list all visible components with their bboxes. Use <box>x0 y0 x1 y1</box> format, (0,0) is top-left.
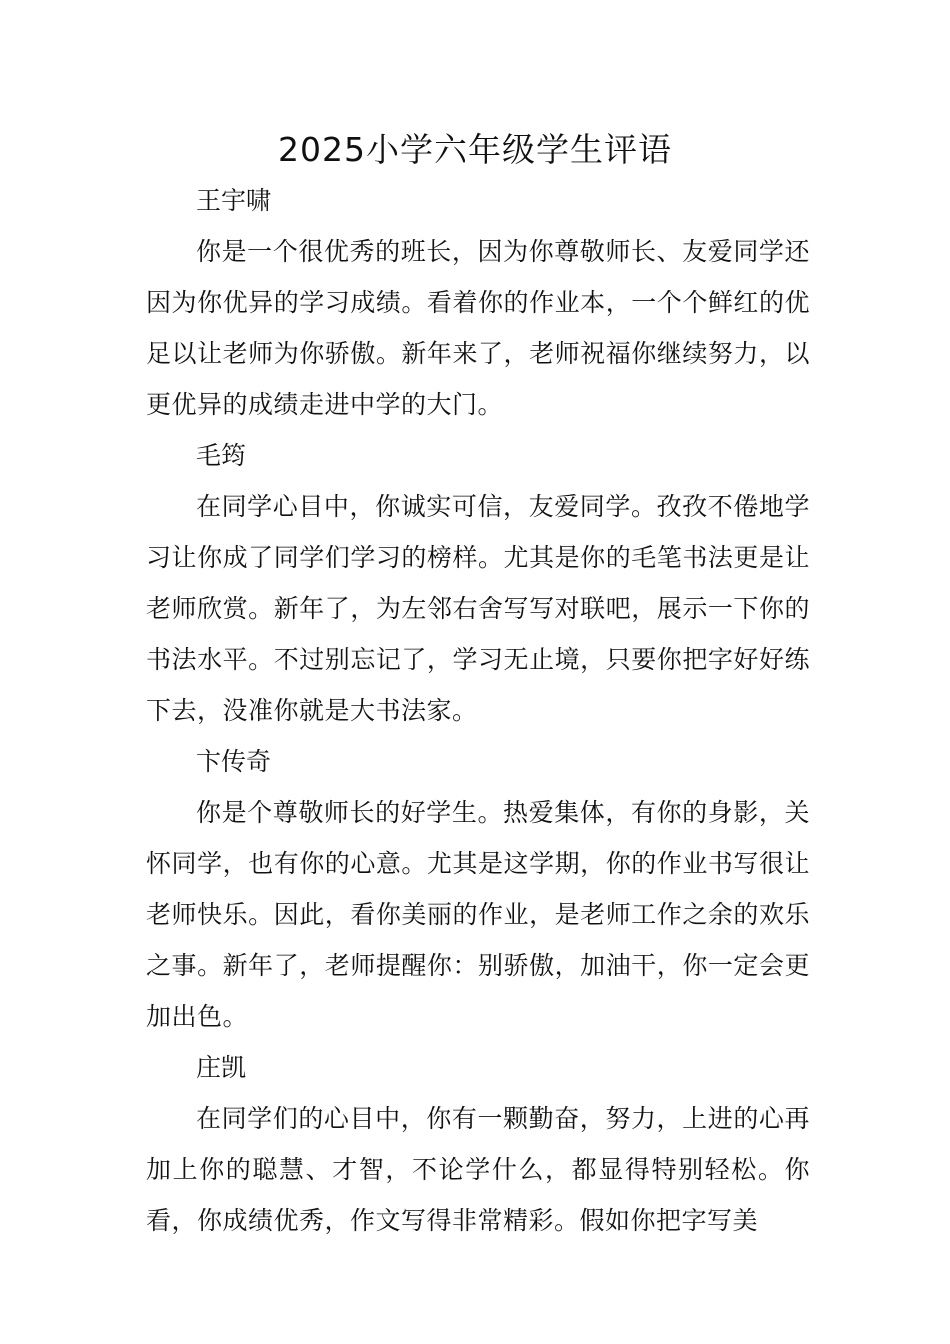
student-name: 庄凯 <box>196 1053 247 1082</box>
student-comment: 你是个尊敬师长的好学生。热爱集体，有你的身影，关怀同学，也有你的心意。尤其是这学期，你的作业书写很让老师快乐。因此，看你美丽的作业，是老师工作之余的欢乐之事。新年了，老师提醒你：别骄傲，加油干，你一定会更加出色。 <box>146 798 810 1031</box>
student-name: 卞传奇 <box>196 747 272 776</box>
document-body <box>146 175 810 1246</box>
student-comment: 在同学心目中，你诚实可信，友爱同学。孜孜不倦地学习让你成了同学们学习的榜样。尤其是你的毛笔书法更是让老师欣赏。新年了，为左邻右舍写写对联吧，展示一下你的书法水平。不过别忘记了，学习无止境，只要你把字好好练下去，没准你就是大书法家。 <box>146 492 810 725</box>
student-name: 王宇啸 <box>196 186 272 215</box>
student-comment: 你是一个很优秀的班长，因为你尊敬师长、友爱同学还因为你优异的学习成绩。看着你的作业本，一个个鲜红的优足以让老师为你骄傲。新年来了，老师祝福你继续努力，以更优异的成绩走进中学的大门。 <box>146 237 810 419</box>
document-title: 2025小学六年级学生评语 <box>278 130 672 169</box>
student-name: 毛筠 <box>196 441 247 470</box>
student-comment: 在同学们的心目中，你有一颗勤奋，努力，上进的心再加上你的聪慧、才智，不论学什么，都显得特别轻松。你看，你成绩优秀，作文写得非常精彩。假如你把字写美 <box>146 1104 810 1235</box>
